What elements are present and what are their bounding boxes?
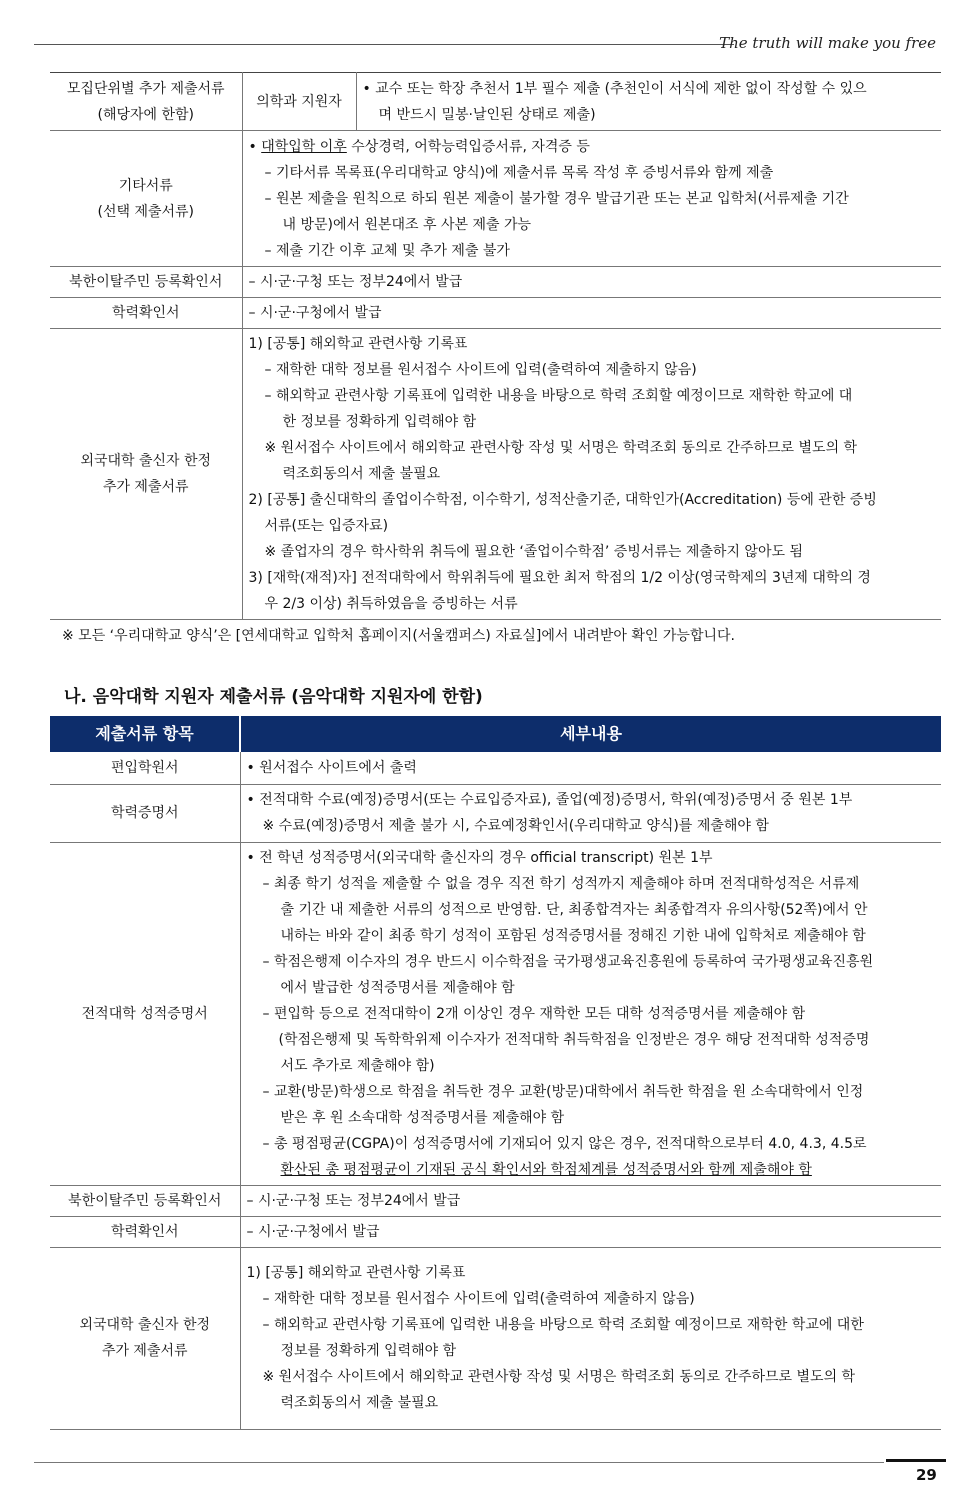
row-content: • 전적대학 수료(예정)증명서(또는 수료입증자료), 졸업(예정)증명서, 학위(예정)증명서 중 원본 1부 ※ 수료(예정)증명서 제출 불가 시, 수료예정확인서(우리대학교 양식)를 제출해야 함 [240, 784, 941, 842]
row-label: 외국대학 출신자 한정 추가 제출서류 [50, 1247, 240, 1429]
row-label: 학력확인서 [50, 1216, 240, 1247]
table-row [50, 298, 941, 329]
row-label: 학력확인서 [50, 298, 242, 329]
table-row [50, 73, 941, 131]
row-content: • 원서접수 사이트에서 출력 [240, 752, 941, 784]
section-title: 나. 음악대학 지원자 제출서류 (음악대학 지원자에 한함) [64, 687, 483, 707]
table-row [50, 267, 941, 298]
row-content: – 시·군·구청 또는 정부24에서 발급 [242, 267, 941, 298]
row-label: 외국대학 출신자 한정 추가 제출서류 [50, 329, 242, 620]
documents-table-2 [50, 716, 941, 1430]
footer-rule [34, 1462, 884, 1463]
table-row [50, 1247, 941, 1429]
row-content: 1) [공통] 해외학교 관련사항 기록표 – 재학한 대학 정보를 원서접수 사이트에 입력(출력하여 제출하지 않음) – 해외학교 관련사항 기록표에 입력한 내용을 바탕으로 학력 조회할 예정이므로 재학한 학교에 대 한 정보를 정확하게 입력해야 함 ※ 원서접수 사이트에서 해외학교 관련사항 작성 및 서명은 학력조회 동의로 간주하므로 별도의 학 력조회동의서 제출 불필요 2) [공통] 출신대학의 졸업이수학점, 이수학기, 성적산출기준, 대학인가(Accreditation) 등에 관한 증빙 서류(또는 입증자료) ※ 졸업자의 경우 학사학위 취득에 필요한 ‘졸업이수학점’ 증빙서류는 제출하지 않아도 됨 3) [재학(재적)자] 전적대학에서 학위취득에 필요한 최저 학점의 1/2 이상(영국학제의 3년제 대학의 경 우 2/3 이상) 취득하였음을 증빙하는 서류 [242, 329, 941, 620]
row-label: 북한이탈주민 등록확인서 [50, 1185, 240, 1216]
table-row [50, 1185, 941, 1216]
table-row [50, 752, 941, 784]
column-header-detail: 세부내용 [240, 716, 941, 752]
documents-table-1 [50, 72, 941, 620]
table-row [50, 784, 941, 842]
table-row [50, 131, 941, 267]
row-label: 학력증명서 [50, 784, 240, 842]
row-content: • 전 학년 성적증명서(외국대학 출신자의 경우 official transcript) 원본 1부 – 최종 학기 성적을 제출할 수 없을 경우 직전 학기 성적까지 제출해야 하며 전적대학성적은 서류제 출 기간 내 제출한 서류의 성적으로 반영함. 단, 최종합격자는 최종합격자 유의사항(52쪽)에서 안 내하는 바와 같이 최종 학기 성적이 포함된 성적증명서를 정해진 기한 내에 입학처로 제출해야 함 – 학점은행제 이수자의 경우 반드시 이수학점을 국가평생교육진흥원에 등록하여 국가평생교육진흥원 에서 발급한 성적증명서를 제출해야 함 – 편입학 등으로 전적대학이 2개 이상인 경우 재학한 모든 대학 성적증명서를 제출해야 함 (학점은행제 및 독학학위제 이수자가 전적대학 취득학점을 인정받은 경우 해당 전적대학 성적증명 서도 추가로 제출해야 함) – 교환(방문)학생으로 학점을 취득한 경우 교환(방문)대학에서 취득한 학점을 원 소속대학에서 인정 받은 후 원 소속대학 성적증명서를 제출해야 함 – 총 평점평균(CGPA)이 성적증명서에 기재되어 있지 않은 경우, 전적대학으로부터 4.0, 4.3, 4.5로 환산된 총 평점평균이 기재된 공식 확인서와 학점체계를 성적증명서와 함께 제출해야 함 [240, 842, 941, 1185]
page-number: 29 [916, 1466, 937, 1484]
table-row [50, 842, 941, 1185]
column-header-item: 제출서류 항목 [50, 716, 240, 752]
row-content: 1) [공통] 해외학교 관련사항 기록표 – 재학한 대학 정보를 원서접수 사이트에 입력(출력하여 제출하지 않음) – 해외학교 관련사항 기록표에 입력한 내용을 바탕으로 학력 조회할 예정이므로 재학한 학교에 대한 정보를 정확하게 입력해야 함 ※ 원서접수 사이트에서 해외학교 관련사항 작성 및 서명은 학력조회 동의로 간주하므로 별도의 학 력조회동의서 제출 불필요 [240, 1247, 941, 1429]
row-label: 북한이탈주민 등록확인서 [50, 267, 242, 298]
row-label: 모집단위별 추가 제출서류 (해당자에 한함) [50, 73, 242, 131]
table-row [50, 1216, 941, 1247]
row-content: • 대학입학 이후 수상경력, 어학능력입증서류, 자격증 등 – 기타서류 목록표(우리대학교 양식)에 제출서류 목록 작성 후 증빙서류와 함께 제출 – 원본 제출을 원칙으로 하되 원본 제출이 불가할 경우 발급기관 또는 본교 입학처(서류제출 기간 내 방문)에서 원본대조 후 사본 제출 가능 – 제출 기간 이후 교체 및 추가 제출 불가 [242, 131, 941, 267]
table-row [50, 329, 941, 620]
row-content: – 시·군·구청에서 발급 [242, 298, 941, 329]
row-label: 기타서류 (선택 제출서류) [50, 131, 242, 267]
row-content: • 교수 또는 학장 추천서 1부 필수 제출 (추천인이 서식에 제한 없이 작성할 수 있으 며 반드시 밀봉·날인된 상태로 제출) [356, 73, 941, 131]
footer-page-bar [886, 1459, 946, 1462]
row-label: 전적대학 성적증명서 [50, 842, 240, 1185]
row-content: – 시·군·구청 또는 정부24에서 발급 [240, 1185, 941, 1216]
header-rule [34, 44, 734, 45]
row-content: – 시·군·구청에서 발급 [240, 1216, 941, 1247]
row-label: 편입학원서 [50, 752, 240, 784]
header-motto: The truth will make you free [719, 34, 936, 52]
table-header-row [50, 716, 941, 752]
form-download-note: ※ 모든 ‘우리대학교 양식’은 [연세대학교 입학처 홈페이지(서울캠퍼스) 자료실]에서 내려받아 확인 가능합니다. [62, 628, 735, 644]
row-sublabel: 의학과 지원자 [242, 73, 356, 131]
